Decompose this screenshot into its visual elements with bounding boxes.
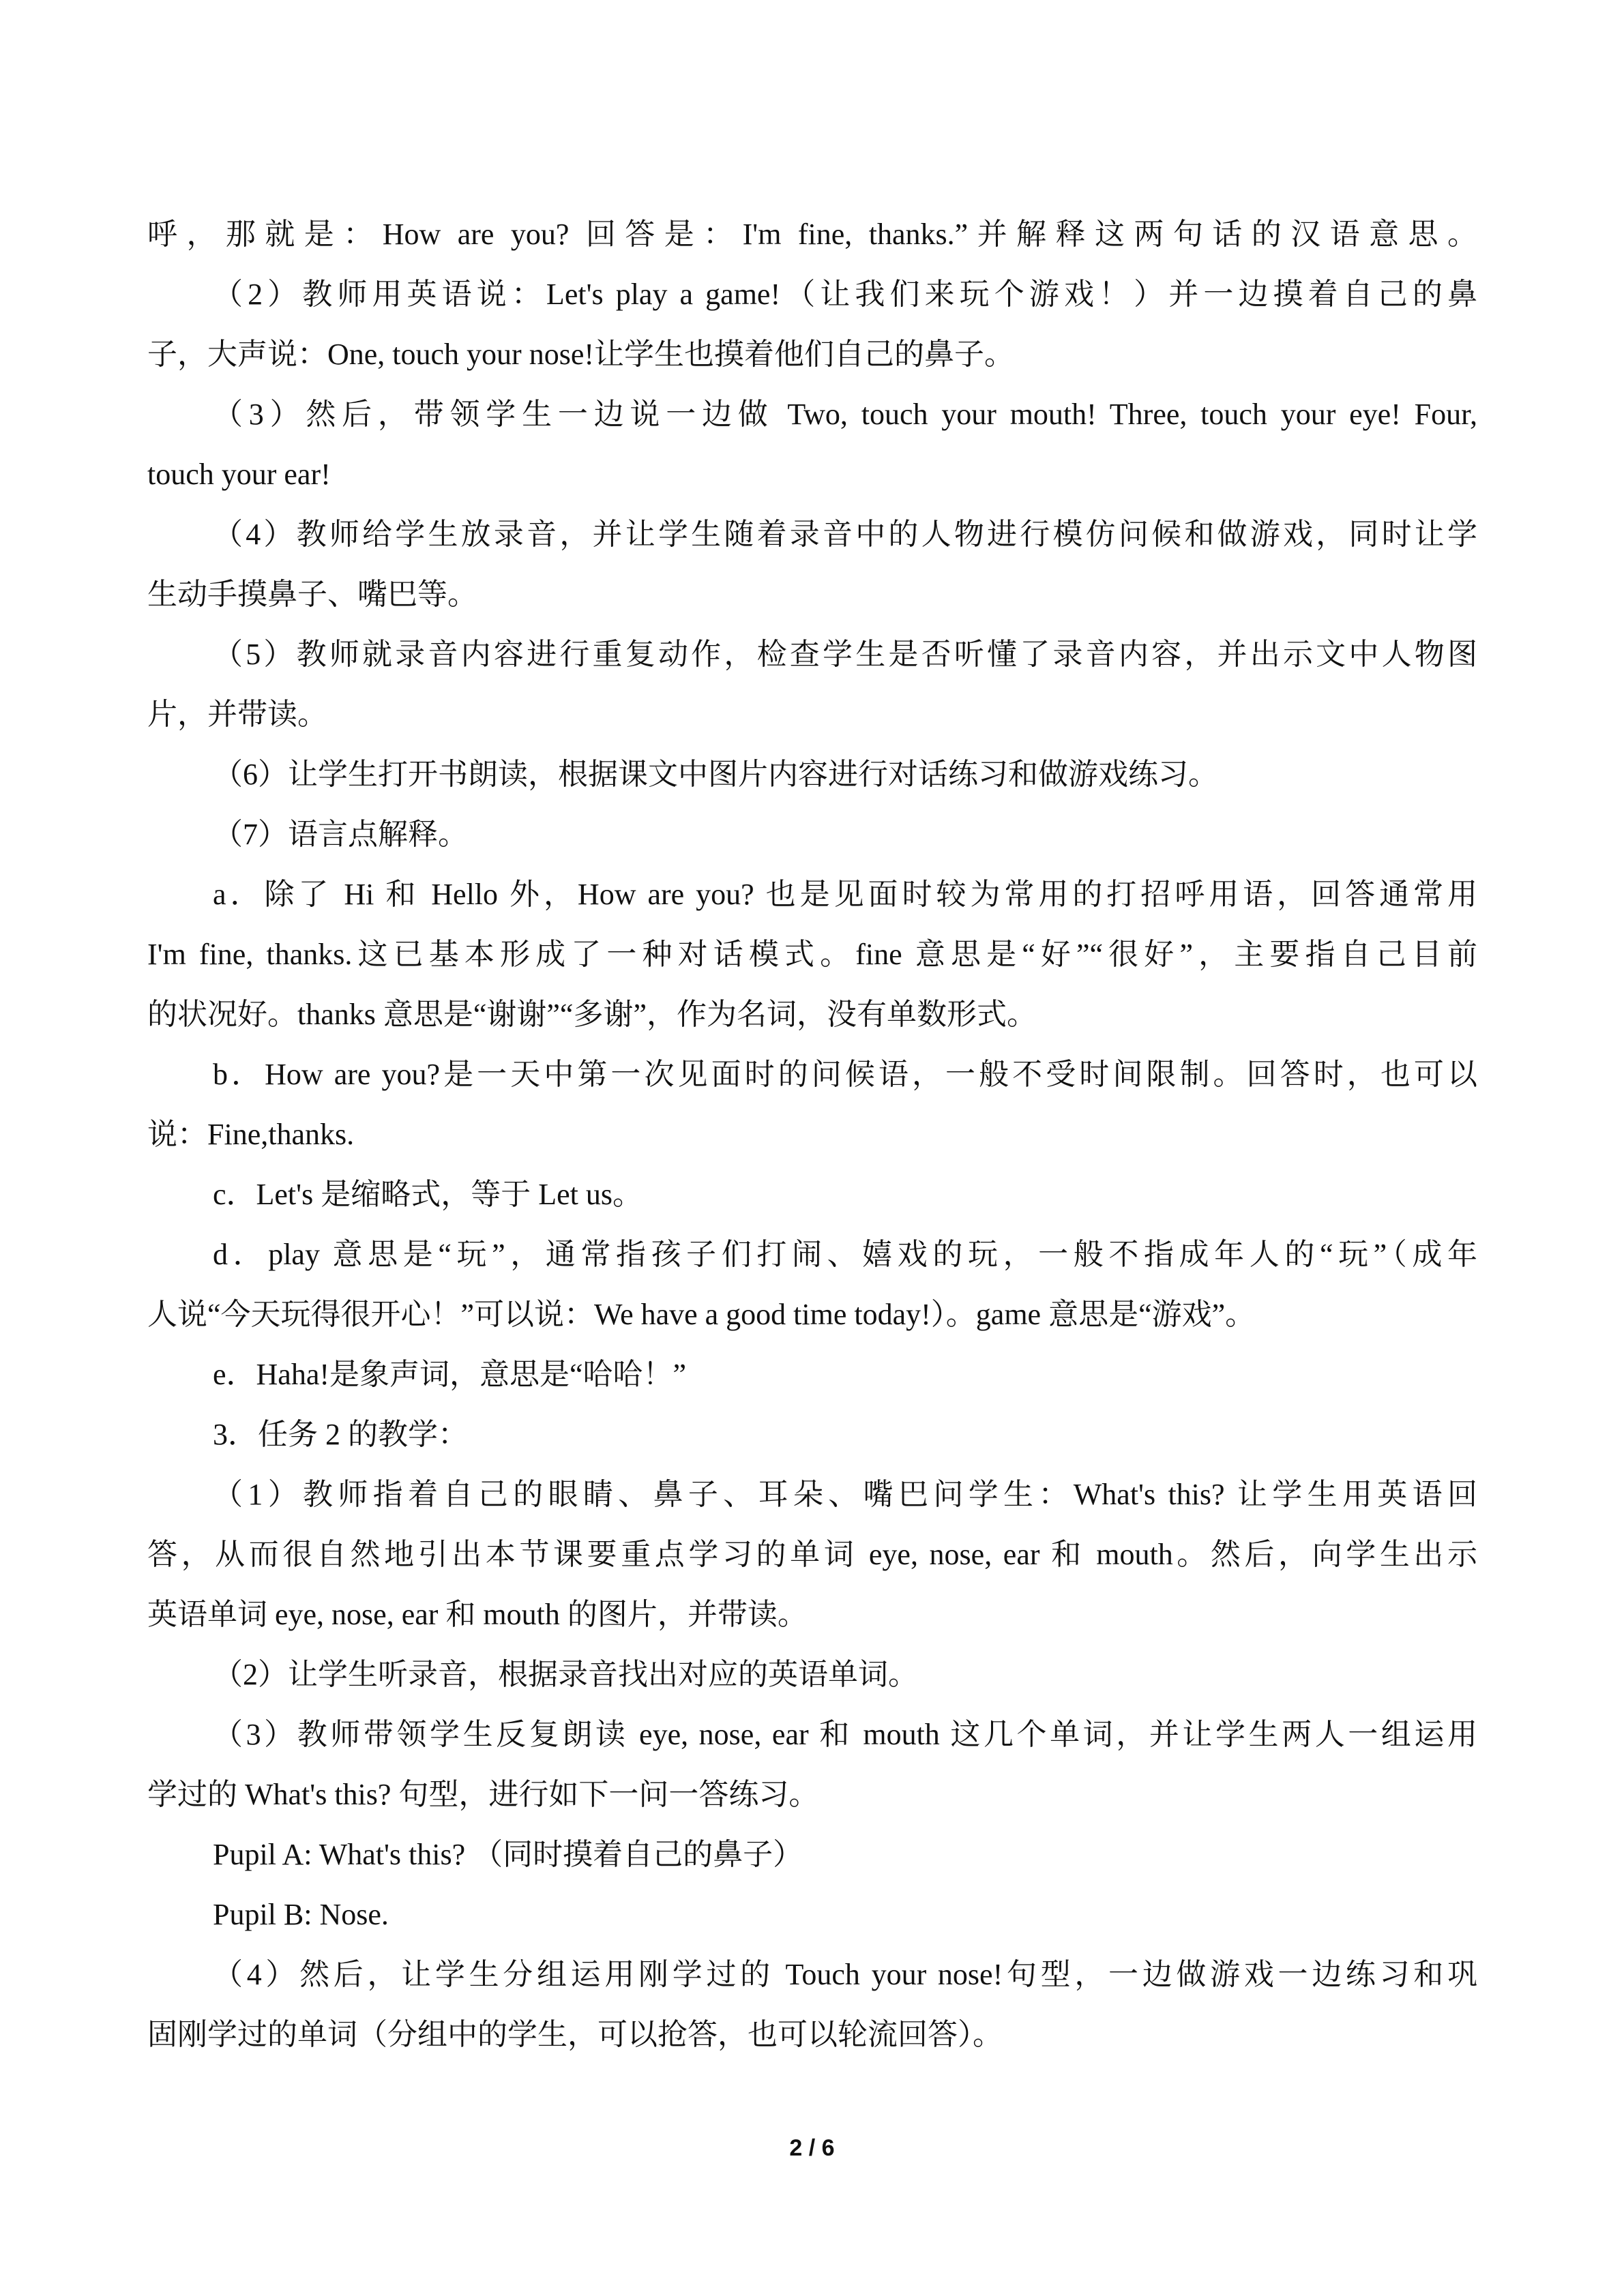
text-line: d．play 意思是“玩”，通常指孩子们打闹、嬉戏的玩，一般不指成年人的“玩”（成年 [213, 1238, 1477, 1271]
text-line: 学过的 What's this? 句型，进行如下一问一答练习。 [147, 1778, 819, 1811]
text-line: 说：Fine,thanks. [147, 1118, 355, 1151]
text-line: touch your ear! [147, 458, 331, 491]
text-line: （4）然后，让学生分组运用刚学过的 Touch your nose!句型，一边做游戏一边练习和巩 [213, 1958, 1477, 1991]
text-line: 英语单词 eye, nose, ear 和 mouth 的图片，并带读。 [147, 1598, 808, 1631]
text-line: 人说“今天玩得很开心！”可以说：We have a good time today!）。game 意思是“游戏”。 [147, 1298, 1256, 1331]
text-line: （7）语言点解释。 [213, 818, 468, 851]
text-line: 答，从而很自然地引出本节课要重点学习的单词 eye, nose, ear 和 mouth。然后，向学生出示 [147, 1538, 1477, 1571]
text-line: 子，大声说：One, touch your nose!让学生也摸着他们自己的鼻子。 [147, 338, 1015, 371]
text-line: 呼，那就是：How are you? 回答是：I'm fine, thanks.”并解释这两句话的汉语意思。 [147, 218, 1477, 251]
text-line: 片，并带读。 [147, 698, 327, 731]
text-line: （3）教师带领学生反复朗读 eye, nose, ear 和 mouth 这几个单词，并让学生两人一组运用 [213, 1718, 1477, 1751]
text-line: Pupil A: What's this? （同时摸着自己的鼻子） [213, 1838, 803, 1871]
text-line: （4）教师给学生放录音，并让学生随着录音中的人物进行模仿问候和做游戏，同时让学 [213, 518, 1477, 551]
text-line: Pupil B: Nose. [213, 1898, 389, 1931]
page-number: 2 / 6 [789, 2135, 835, 2161]
text-line: 的状况好。thanks 意思是“谢谢”“多谢”，作为名词，没有单数形式。 [147, 998, 1037, 1031]
text-line: 3．任务 2 的教学： [213, 1418, 468, 1451]
text-line: 生动手摸鼻子、嘴巴等。 [147, 578, 477, 611]
text-line: （3）然后，带领学生一边说一边做 Two, touch your mouth! Three, touch your eye! Four, [213, 398, 1477, 431]
text-line: （1）教师指着自己的眼睛、鼻子、耳朵、嘴巴问学生：What's this? 让学生用英语回 [213, 1478, 1477, 1511]
text-line: （5）教师就录音内容进行重复动作，检查学生是否听懂了录音内容，并出示文中人物图 [213, 638, 1477, 671]
text-line: （2）教师用英语说：Let's play a game!（让我们来玩个游戏！）并一边摸着自己的鼻 [213, 278, 1477, 311]
text-line: （2）让学生听录音，根据录音找出对应的英语单词。 [213, 1658, 918, 1691]
text-line: b．How are you?是一天中第一次见面时的问候语，一般不受时间限制。回答时，也可以 [213, 1058, 1477, 1091]
text-line: a．除了 Hi 和 Hello 外，How are you? 也是见面时较为常用的打招呼用语，回答通常用 [213, 878, 1477, 911]
text-line: c．Let's 是缩略式，等于 Let us。 [213, 1178, 643, 1211]
text-line: e．Haha!是象声词，意思是“哈哈！” [213, 1358, 687, 1391]
text-line: 固刚学过的单词（分组中的学生，可以抢答，也可以轮流回答）。 [147, 2018, 1003, 2051]
text-line: （6）让学生打开书朗读，根据课文中图片内容进行对话练习和做游戏练习。 [213, 758, 1218, 791]
text-line: I'm fine, thanks.这已基本形成了一种对话模式。fine 意思是“好”“很好”，主要指自己目前 [147, 938, 1477, 971]
